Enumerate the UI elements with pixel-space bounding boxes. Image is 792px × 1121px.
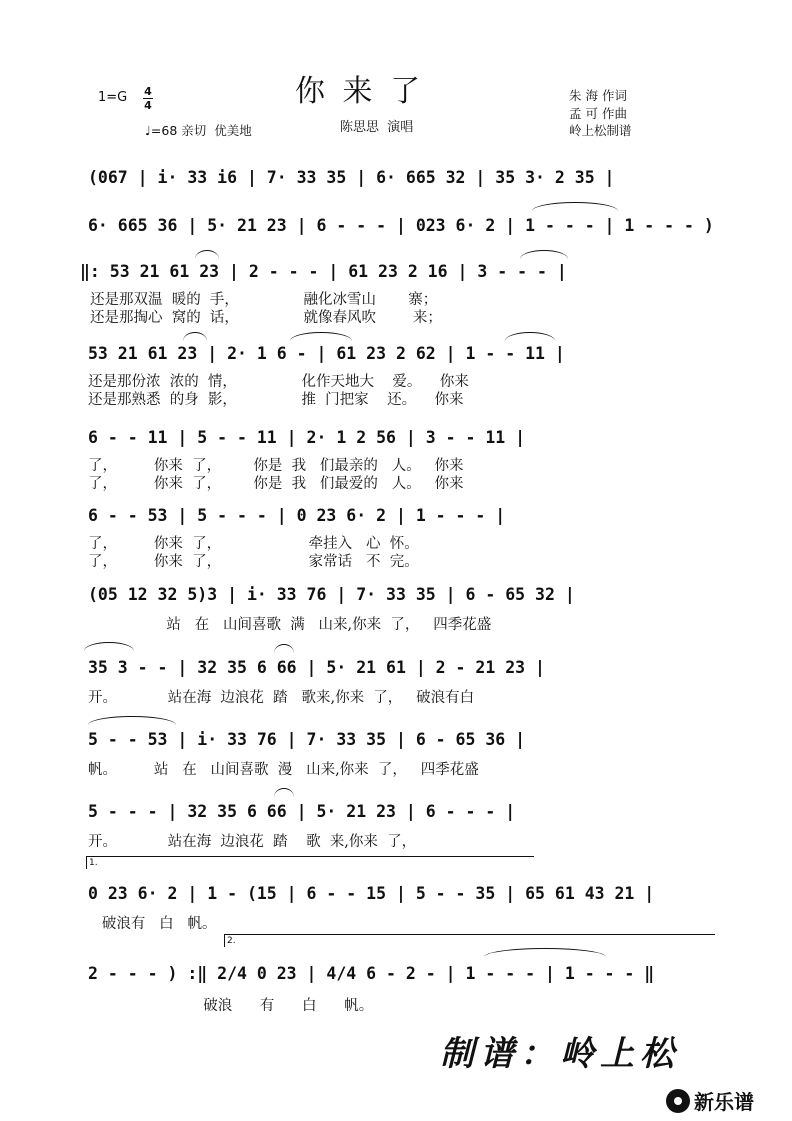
slur-mark <box>520 250 568 259</box>
lyrics-verse-2: 还是那熟悉 的身 影， 推 门把家 还。 你来 <box>88 392 464 408</box>
notation-line: (067 | i· 33 i6 | 7· 33 35 | 6· 665 32 | 35 3· 2 35 | <box>88 168 615 187</box>
lyrics-verse-2: 还是那掏心 窝的 话， 就像春风吹 来； <box>90 310 442 326</box>
song-title: 你 来 了 <box>295 74 425 109</box>
notation-line: 5 - - - | 32 35 6 66 | 5· 21 23 | 6 - - - | <box>88 802 516 821</box>
slur-mark <box>274 644 294 653</box>
lyrics-line: 破浪有 白 帆。 <box>88 916 217 932</box>
arranger-signature: 制谱：岭上松 <box>440 1034 680 1074</box>
notation-line: (05 12 32 5)3 | i· 33 76 | 7· 33 35 | 6 - 65 32 | <box>88 585 575 604</box>
tie-mark <box>532 202 618 211</box>
notation-line: 6· 665 36 | 5· 21 23 | 6 - - - | 023 6· 2 | 1 - - - | 1 - - - ) <box>88 216 714 235</box>
slur-mark <box>88 716 176 725</box>
site-logo[interactable] <box>666 1086 754 1115</box>
composer-credit: 孟 可 作曲 <box>569 106 627 121</box>
time-signature-bottom: 4 <box>144 99 152 112</box>
lyrics-verse-1: 还是那份浓 浓的 情， 化作天地大 爱。 你来 <box>88 374 469 390</box>
first-ending-bracket: 1. <box>86 856 534 869</box>
lyrics-line: 帆。 站 在 山间喜歌 漫 山来,你来 了， 四季花盛 <box>88 762 479 778</box>
singer-credit: 陈思思 演唱 <box>340 120 414 135</box>
notation-line: 0 23 6· 2 | 1 - (15 | 6 - - 15 | 5 - - 35 | 65 61 43 21 | <box>88 884 655 903</box>
lyrics-verse-1: 了， 你来 了， 你是 我 们最亲的 人。 你来 <box>88 458 464 474</box>
time-signature-top: 4 <box>144 85 152 98</box>
lyrics-verse-2: 了， 你来 了， 家常话 不 完。 <box>88 554 419 570</box>
lyrics-line: 站 在 山间喜歌 满 山来,你来 了， 四季花盛 <box>88 617 492 633</box>
lyrics-verse-1: 了， 你来 了， 牵挂入 心 怀。 <box>88 536 419 552</box>
notation-line: 35 3 - - | 32 35 6 66 | 5· 21 61 | 2 - 21 23 | <box>88 658 545 677</box>
notation-line: 5 - - 53 | i· 33 76 | 7· 33 35 | 6 - 65 36 | <box>88 730 526 749</box>
logo-text: 新乐谱 <box>694 1090 754 1114</box>
tempo-marking: ♩=68 亲切 优美地 <box>145 123 252 138</box>
slur-mark <box>183 332 207 341</box>
lyrics-verse-1: 还是那双温 暖的 手， 融化冰雪山 寨； <box>90 292 438 308</box>
tie-mark <box>484 948 606 957</box>
notation-line: 6 - - 53 | 5 - - - | 0 23 6· 2 | 1 - - - | <box>88 506 506 525</box>
slur-mark <box>84 642 134 651</box>
lyrics-line: 开。 站在海 边浪花 踏 歌来,你来 了， 破浪有白 <box>88 690 475 706</box>
slur-mark <box>274 788 294 797</box>
notation-line: 53 21 61 23 | 2· 1 6 - | 61 23 2 62 | 1 - - 11 | <box>88 344 565 363</box>
lyrics-line: 破浪 有 白 帆。 <box>88 998 374 1014</box>
slur-mark <box>505 332 555 341</box>
key-signature: 1=G <box>98 90 128 105</box>
slur-mark <box>195 250 219 259</box>
notation-line: ‖: 53 21 61 23 | 2 - - - | 61 23 2 16 | 3 - - - | <box>80 262 567 281</box>
record-disc-icon <box>666 1089 690 1113</box>
lyrics-verse-2: 了， 你来 了， 你是 我 们最爱的 人。 你来 <box>88 476 464 492</box>
notation-line: 6 - - 11 | 5 - - 11 | 2· 1 2 56 | 3 - - 11 | <box>88 428 526 447</box>
lyrics-line: 开。 站在海 边浪花 踏 歌 来,你来 了， <box>88 834 417 850</box>
arranger-credit: 岭上松制谱 <box>569 123 632 138</box>
notation-line: 2 - - - ) :‖ 2/4 0 23 | 4/4 6 - 2 - | 1 - - - | 1 - - - ‖ <box>88 964 655 983</box>
slur-mark <box>290 332 352 341</box>
lyricist-credit: 朱 海 作词 <box>569 88 627 103</box>
second-ending-bracket: 2. <box>224 934 715 947</box>
